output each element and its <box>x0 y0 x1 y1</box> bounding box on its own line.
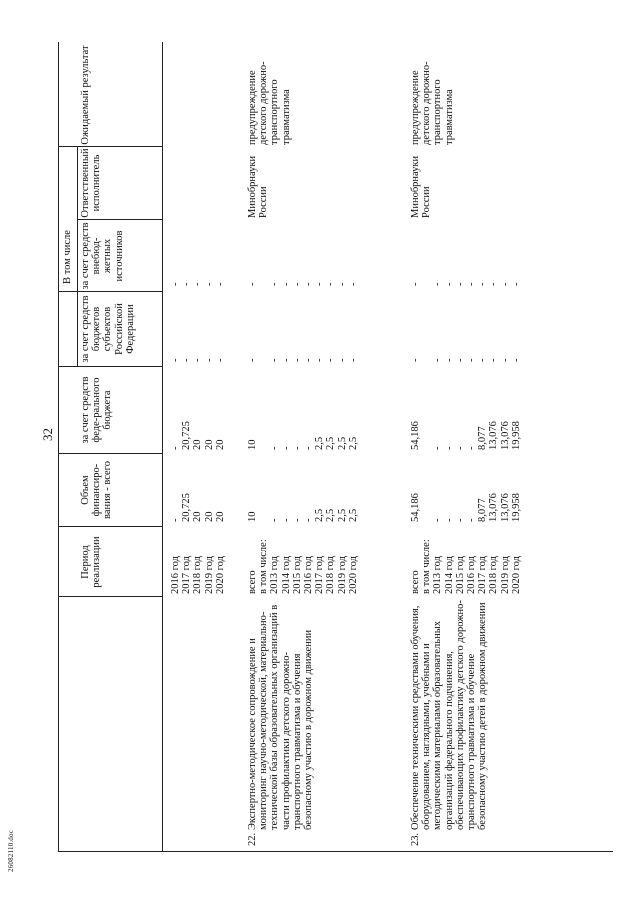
expected-result: предупреждение детского дорожно-транспортного травматизма <box>410 61 455 145</box>
executor: Минобрнауки России <box>410 155 433 218</box>
regional-values: - - - - - <box>170 358 226 362</box>
federal-values: 10 - - - - 2,5 2,5 2,5 2,5 <box>247 436 359 450</box>
subheader-border <box>77 147 78 367</box>
regional-values: - - - - - - - - - <box>247 358 359 362</box>
volume-values: - 20,725 20 20 20 <box>170 493 226 522</box>
header-regional: за счет средств бюджетов субъектов Российской Федерации <box>80 295 136 363</box>
federal-values: 54,186 - - - - 8,077 13,076 13,076 19,958 <box>410 421 522 450</box>
col-border <box>58 596 162 597</box>
offbudget-values: - - - - - <box>170 282 226 286</box>
regional-values: - - - - - - - - - <box>410 358 522 362</box>
page-number: 32 <box>40 428 55 441</box>
col-border <box>58 366 162 367</box>
col-border <box>58 851 613 852</box>
header-federal: за счет средств феде-рального бюджета <box>80 376 114 444</box>
federal-values: - 20,725 20 20 20 <box>170 421 226 450</box>
header-result: Ожидаемый результат <box>80 45 91 145</box>
years-list: 2016 год 2017 год 2018 год 2019 год 2020 год <box>170 556 226 594</box>
period-list: всего в том числе: 2013 год 2014 год 2015 год 2016 год 2017 год 2018 год 2019 год 2020 год <box>247 539 359 594</box>
expected-result: предупреждение детского дорожно-транспортного травматизма <box>247 61 292 145</box>
item-number: 23. <box>410 832 421 846</box>
col-border <box>77 219 162 220</box>
offbudget-values: - - - - - - - - - <box>247 282 359 286</box>
header-executor: Ответственный исполнитель <box>80 148 103 218</box>
item-number: 22. <box>247 832 258 846</box>
col-border <box>58 526 162 527</box>
item-description: Обеспечение техническими средствами обучения, оборудованием, наглядными, учебными и методическими материалами образовательных организаций федерального подчинения, обеспечивающих профилактику детского дорожно-транспортного травматизма и обучение безопасному участию детей в дорожном движении <box>410 600 489 830</box>
col-border <box>58 291 162 292</box>
col-border <box>58 146 162 147</box>
header-period: Период реализации <box>80 536 103 588</box>
header-including: В том числе <box>62 230 73 284</box>
item-description: Экспертно-методическое сопровождение и мониторинг научно-методической, материально-технической базы образовательных организаций в части профилактики детского дорожно-транспортного травматизма и обучения безопасному участию в дорожном движении <box>247 604 315 830</box>
volume-values: 54,186 - - - - 8,077 13,076 13,076 19,958 <box>410 493 522 522</box>
col-border <box>58 453 162 454</box>
program-table <box>58 42 613 852</box>
period-list: всего в том числе: 2013 год 2014 год 2015 год 2016 год 2017 год 2018 год 2019 год 2020 год <box>410 539 522 594</box>
footer-code: 26082110.doc <box>7 830 15 872</box>
volume-values: 10 - - - - 2,5 2,5 2,5 2,5 <box>247 508 359 522</box>
executor: Минобрнауки России <box>247 155 270 218</box>
header-bottom-border <box>162 42 163 852</box>
header-top-border <box>58 42 59 852</box>
header-volume: Объем финансиро-вания - всего <box>80 461 114 519</box>
header-offbudget: за счет средств внебюд-жетных источников <box>80 222 125 290</box>
offbudget-values: - - - - - - - - - <box>410 282 522 286</box>
